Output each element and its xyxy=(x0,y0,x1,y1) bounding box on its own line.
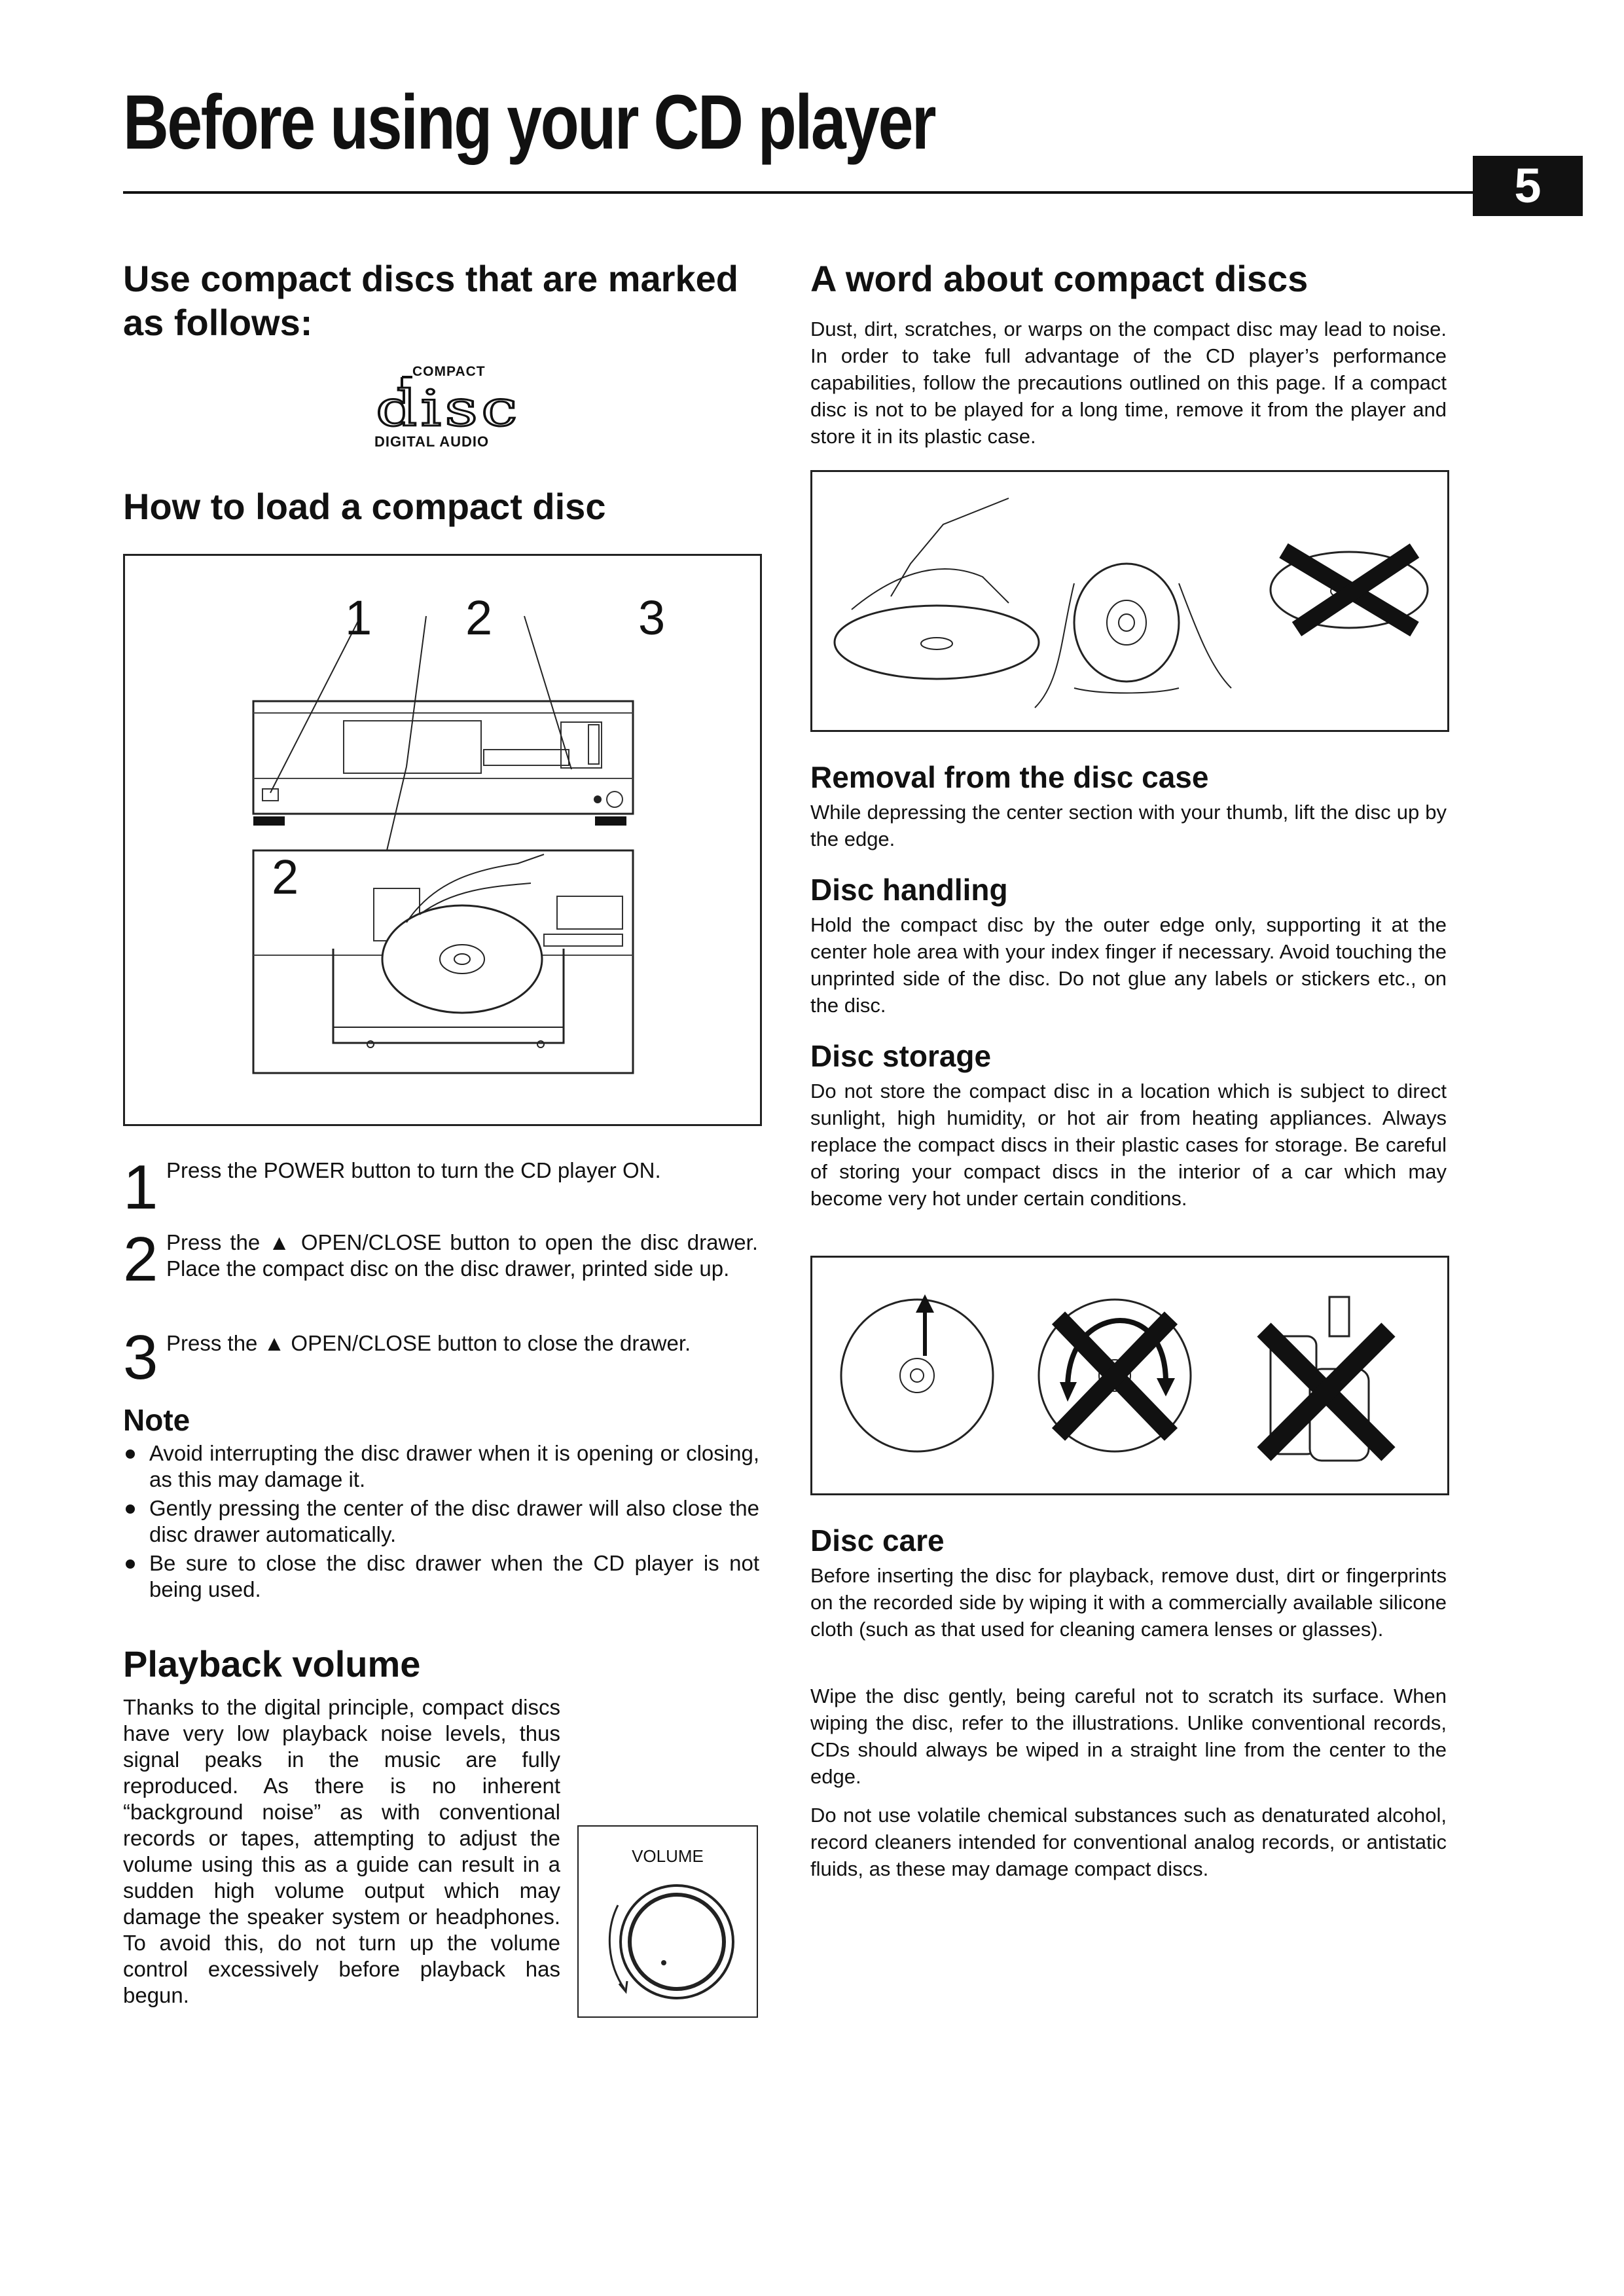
step-3: 3 Press the ▲ OPEN/CLOSE button to close the drawer. xyxy=(123,1322,691,1393)
volume-label: VOLUME xyxy=(632,1846,704,1866)
volume-knob-icon xyxy=(579,1827,757,2016)
care-heading: Disc care xyxy=(810,1523,945,1558)
removal-text: While depressing the center section with your thumb, lift the disc up by the edge. xyxy=(810,801,1447,850)
word-heading: A word about compact discs xyxy=(810,258,1308,299)
step-1: 1 Press the POWER button to turn the CD player ON. xyxy=(123,1152,661,1222)
care-text-2: Wipe the disc gently, being careful not to scratch its surface. When wiping the disc, refer to the illustrations. Unlike conventional records, CDs should always be wiped in a straight line from the center to the edge. xyxy=(810,1685,1447,1788)
disc-care-illustration xyxy=(810,1256,1449,1495)
handling-text: Hold the compact disc by the outer edge only, supporting it at the center hole area with your index finger if necessary. Avoid touching the unprinted side of the disc. Do not glue any labels or stickers etc., on the disc. xyxy=(810,913,1447,1017)
page-number: 5 xyxy=(1473,156,1583,216)
storage-heading: Disc storage xyxy=(810,1039,992,1073)
word-text: Dust, dirt, scratches, or warps on the compact disc may lead to noise. In order to take full advantage of the CD player’s performance capabilities, follow the precautions outlined on this page. If a compact disc is not to be played for a long time, remove it from the player and store it in its plastic case. xyxy=(810,318,1447,448)
title-rule xyxy=(123,191,1485,194)
note-item: Gently pressing the center of the disc drawer will also close the disc drawer automatically. xyxy=(123,1495,759,1548)
removal-heading: Removal from the disc case xyxy=(810,760,1209,794)
callout-2: 2 xyxy=(465,591,493,645)
disc-handling-illustration xyxy=(810,470,1449,732)
care-text-1: Before inserting the disc for playback, remove dust, dirt or fingerprints on the recorded side by wiping it with a commercially available silicone cloth (such as that used for cleaning camera lenses or glasses). xyxy=(810,1564,1447,1641)
compact-disc-logo: COMPACT disc DIGITAL AUDIO xyxy=(374,364,521,450)
volume-text: Thanks to the digital principle, compact discs have very low playback noise levels, thus signal peaks in the music are fully reproduced. As there is no inherent “background noise” as with conventional records or tapes, attempting to adjust the volume using this as a guide can result in a sudden high volume output which may damage the speaker system or headphones. To avoid this, do not turn up the volume control excessively before playback has begun. xyxy=(123,1695,560,2007)
storage-text: Do not store the compact disc in a location which is subject to direct sunlight, high humidity, or hot air from heating appliances. Always replace the compact discs in their plastic cases for storage. Be careful of storing your compact discs in the interior of a car which may become very hot under certain conditions. xyxy=(810,1080,1447,1210)
care-text-3: Do not use volatile chemical substances such as denaturated alcohol, record cleaners intended for conventional analog records, or antistatic fluids, as these may damage compact discs. xyxy=(810,1804,1447,1880)
step-2: 2 Press the ▲ OPEN/CLOSE button to open the disc drawer. Place the compact disc on the disc drawer, printed side up. xyxy=(123,1224,758,1294)
volume-heading: Playback volume xyxy=(123,1643,421,1685)
handling-heading: Disc handling xyxy=(810,873,1008,907)
volume-section xyxy=(123,1694,758,2007)
note-item: Be sure to close the disc drawer when the CD player is not being used. xyxy=(123,1550,759,1603)
load-heading: How to load a compact disc xyxy=(123,486,606,527)
note-heading: Note xyxy=(123,1403,190,1437)
loading-illustration xyxy=(123,554,762,1126)
notes-list xyxy=(123,1440,759,1605)
note-item: Avoid interrupting the disc drawer when it is opening or closing, as this may damage it. xyxy=(123,1440,759,1493)
volume-figure xyxy=(577,1825,758,2018)
marked-heading: Use compact discs that are marked as follows: xyxy=(123,258,738,344)
callout-1: 1 xyxy=(345,591,372,645)
callout-3: 3 xyxy=(638,591,666,645)
page-title: Before using your CD player xyxy=(123,79,935,166)
inset-callout: 2 xyxy=(272,850,299,904)
